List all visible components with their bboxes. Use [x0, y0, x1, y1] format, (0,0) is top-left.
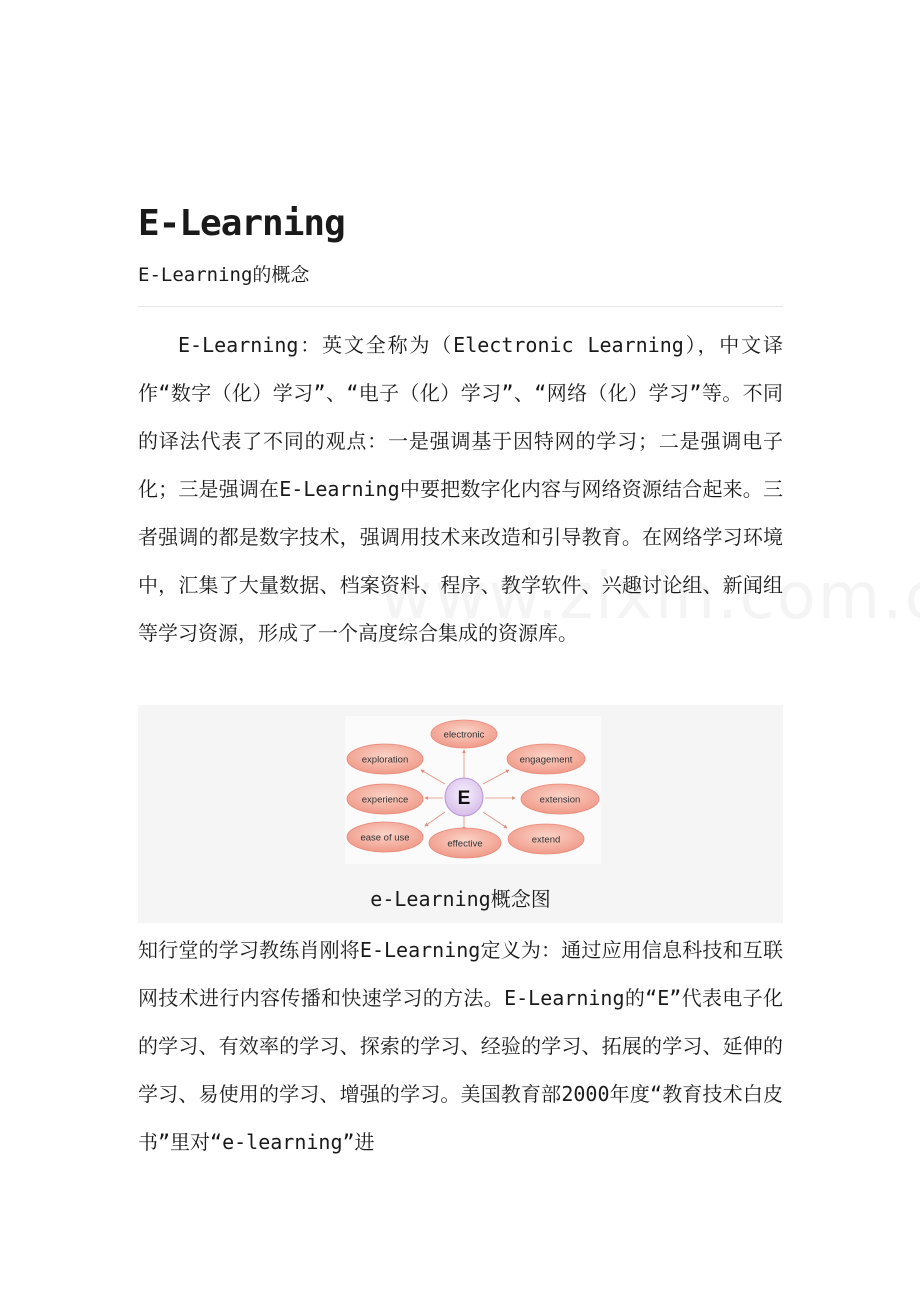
svg-text:ease of use: ease of use: [360, 832, 410, 844]
figure-caption: e-Learning概念图: [370, 887, 551, 911]
node-electronic: [431, 720, 497, 748]
concept-diagram: [345, 716, 601, 864]
svg-text:engagement: engagement: [519, 754, 573, 766]
figure-box: [138, 705, 783, 923]
node-exploration: [347, 744, 423, 774]
node-effective: [429, 828, 501, 858]
node-experience: [347, 784, 423, 814]
svg-text:extension: extension: [539, 794, 581, 806]
svg-text:E: E: [457, 788, 471, 809]
svg-text:effective: effective: [447, 838, 483, 850]
divider: [138, 306, 783, 307]
node-center-e: [445, 778, 483, 816]
node-extend: [508, 824, 584, 854]
svg-text:experience: experience: [361, 794, 409, 806]
page-subtitle: E-Learning的概念: [138, 264, 310, 286]
node-extension: [521, 784, 599, 814]
node-ease-of-use: [347, 822, 423, 852]
paragraph-explanation: 知行堂的学习教练肖刚将E-Learning定义为：通过应用信息科技和互联网技术进行内容传播和快速学习的方法。E-Learning的“E”代表电子化的学习、有效率的学习、探索的学习、经验的学习、拓展的学习、延伸的学习、易使用的学习、增强的学习。美国教育部2000年度“教育技术白皮书”里对“e-learning”进: [138, 938, 783, 1154]
svg-text:exploration: exploration: [361, 754, 409, 766]
svg-text:electronic: electronic: [443, 729, 485, 741]
page-title: E-Learning: [138, 203, 345, 244]
svg-text:extend: extend: [531, 834, 561, 846]
node-engagement: [507, 744, 585, 774]
paragraph-definition: E-Learning：英文全称为（Electronic Learning），中文译作“数字（化）学习”、“电子（化）学习”、“网络（化）学习”等。不同的译法代表了不同的观点：一是强调基于因特网的学习；二是强调电子化；三是强调在E-Learning中要把数字化内容与网络资源结合起来。三者强调的都是数字技术，强调用技术来改造和引导教育。在网络学习环境中，汇集了大量数据、档案资料、程序、教学软件、兴趣讨论组、新闻组等学习资源，形成了一个高度综合集成的资源库。: [138, 333, 783, 645]
